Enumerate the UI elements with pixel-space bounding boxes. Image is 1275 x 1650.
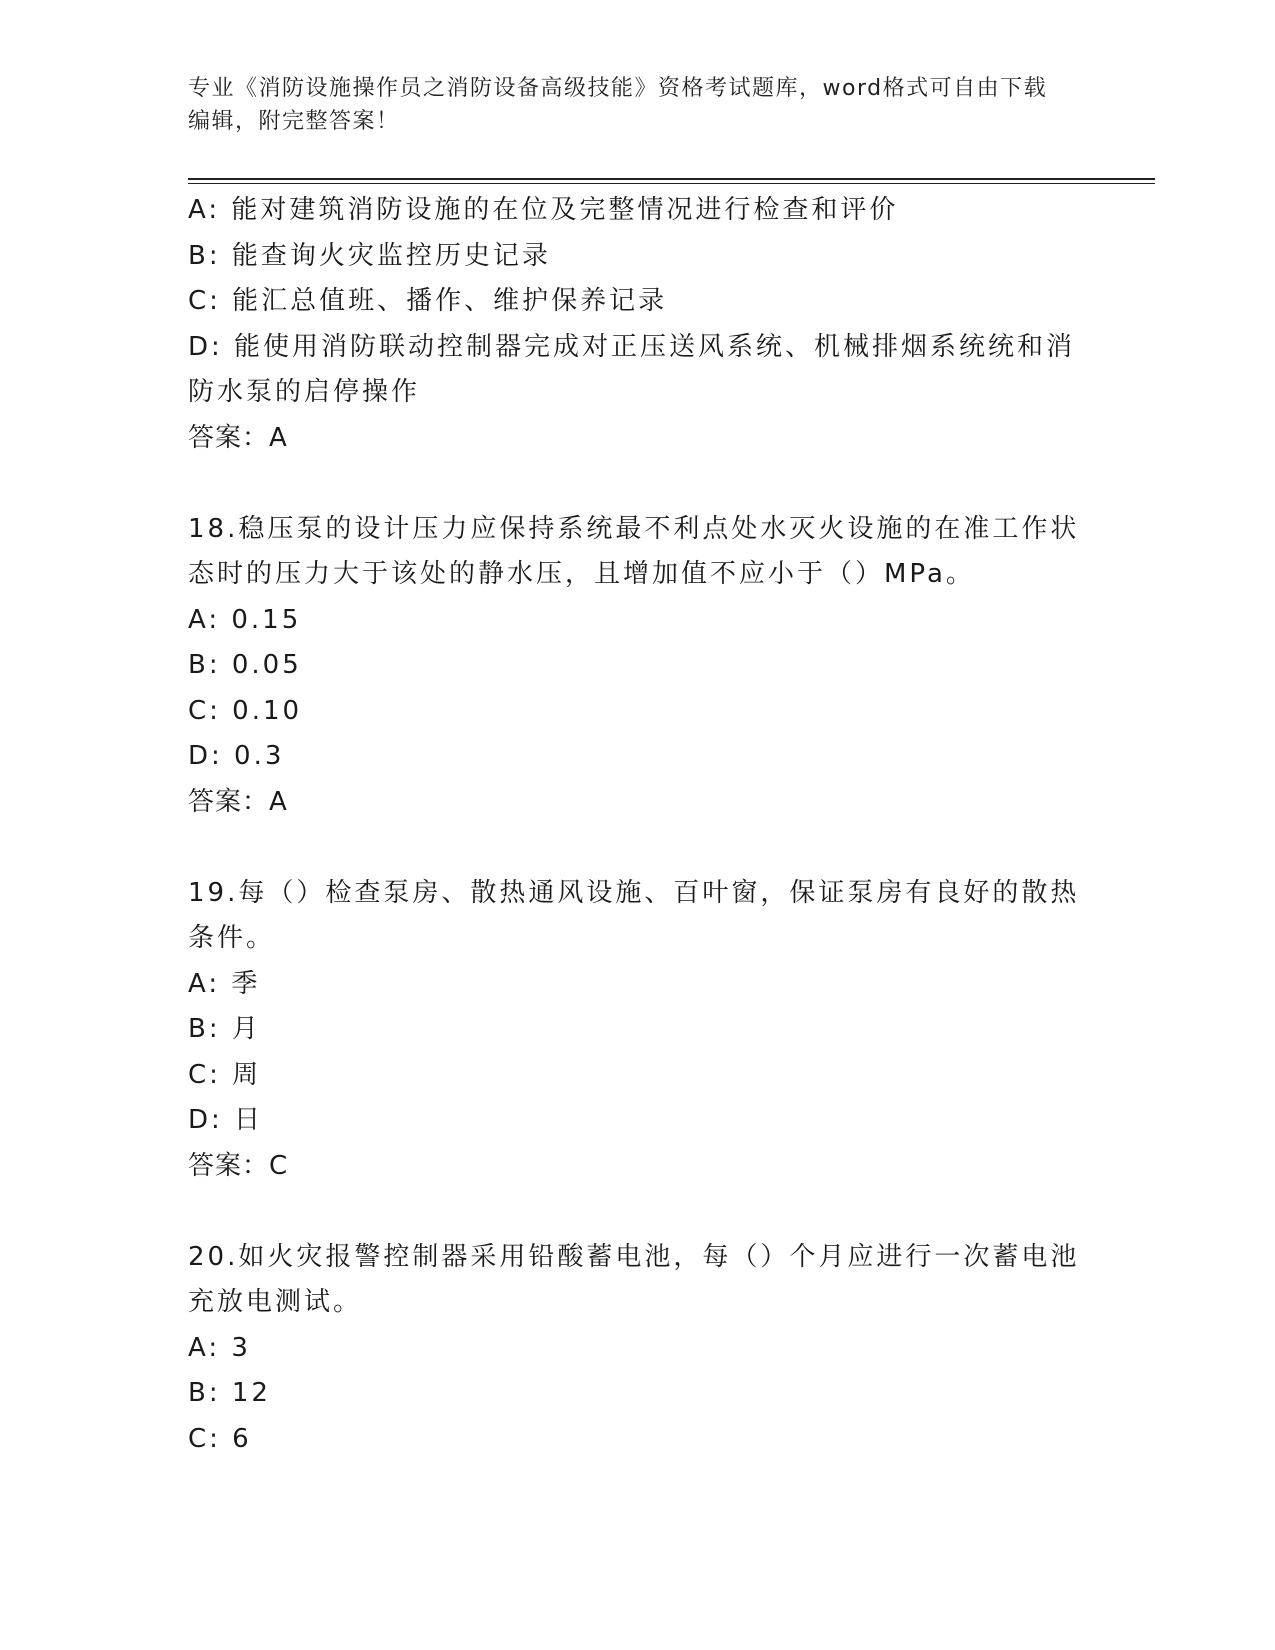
- header-divider-thick: [188, 178, 1155, 180]
- spacer: [188, 825, 1088, 871]
- answer: 答案：A: [188, 786, 288, 817]
- option-a: A: 季: [188, 968, 261, 999]
- answer: 答案：A: [188, 422, 288, 453]
- option-d: D: 能使用消防联动控制器完成对正压送风系统、机械排烟系统统和消防水泵的启停操作: [188, 331, 1076, 407]
- question-text: 19.每（）检查泵房、散热通风设施、百叶窗，保证泵房有良好的散热条件。: [188, 877, 1080, 953]
- question-18: [188, 507, 1088, 826]
- option-a: A: 0.15: [188, 604, 302, 635]
- spacer: [188, 1189, 1088, 1235]
- question-text: 20.如火灾报警控制器采用铅酸蓄电池，每（）个月应进行一次蓄电池充放电测试。: [188, 1241, 1080, 1317]
- option-a: A: 能对建筑消防设施的在位及完整情况进行检查和评价: [188, 195, 899, 225]
- question-content: [188, 188, 1088, 1462]
- option-b: B: 12: [188, 1378, 271, 1408]
- option-c: C: 0.10: [188, 695, 303, 726]
- header-divider-thin: [188, 183, 1155, 184]
- option-c: C: 能汇总值班、播作、维护保养记录: [188, 286, 668, 316]
- question-19: [188, 871, 1088, 1190]
- option-b: B: 月: [188, 1014, 261, 1044]
- option-b: B: 能查询火灾监控历史记录: [188, 240, 551, 271]
- spacer: [188, 461, 1088, 507]
- question-text: 18.稳压泵的设计压力应保持系统最不利点处水灭火设施的在准工作状态时的压力大于该处的静水压，且增加值不应小于（）MPa。: [188, 513, 1080, 589]
- answer: 答案：C: [188, 1150, 289, 1181]
- option-c: C: 周: [188, 1059, 262, 1090]
- page-header: 专业《消防设施操作员之消防设备高级技能》资格考试题库，word格式可自由下载编辑，附完整答案！: [188, 76, 1048, 134]
- question-20: [188, 1235, 1088, 1463]
- option-d: D: 0.3: [188, 741, 285, 771]
- option-d: D: 日: [188, 1105, 264, 1135]
- option-c: C: 6: [188, 1423, 252, 1454]
- question-17: [188, 188, 1088, 461]
- option-b: B: 0.05: [188, 650, 302, 680]
- option-a: A: 3: [188, 1332, 251, 1363]
